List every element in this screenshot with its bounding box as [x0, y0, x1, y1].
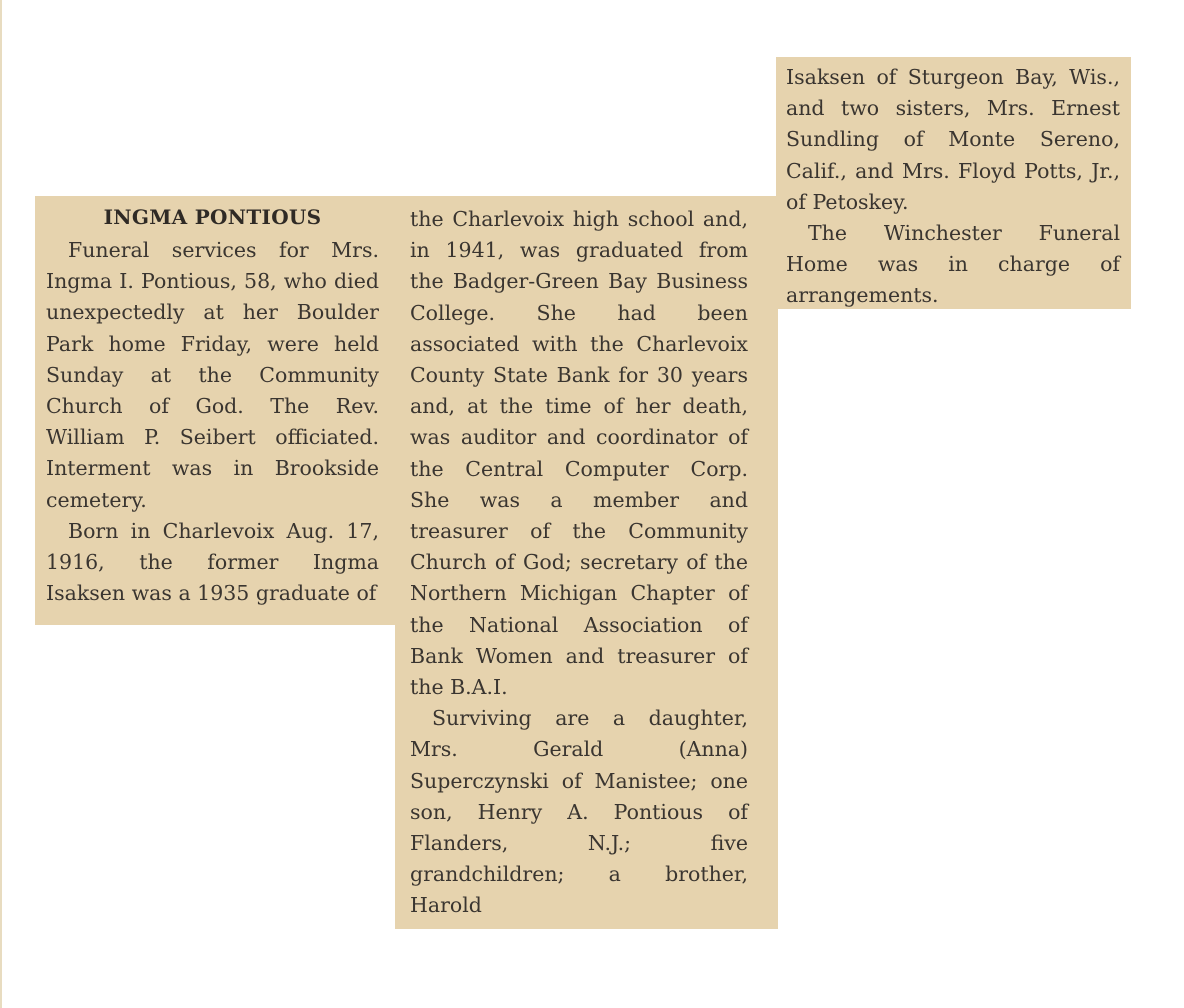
clipping-column-3: [776, 57, 1131, 309]
paragraph-funeral-services: Funeral services for Mrs. Ingma I. Pontious, 58, who died unexpectedly at her Boulder Park home Friday, were held Sunday at the Community Church of God. The Rev. William P. Seibert officiated. Interment was in Brookside cemetery.: [46, 238, 379, 512]
paragraph-siblings: Isaksen of Sturgeon Bay, Wis., and two sisters, Mrs. Ernest Sundling of Monte Sereno, Calif., and Mrs. Floyd Potts, Jr., of Petoskey.: [786, 65, 1120, 214]
clipping-column-1: [35, 196, 397, 625]
paragraph-funeral-home: The Winchester Funeral Home was in charge of arrangements.: [786, 221, 1120, 308]
paragraph-surviving: Surviving are a daughter, Mrs. Gerald (Anna) Superczynski of Manistee; one son, Henry A. Pontious of Flanders, N.J.; five grandchildren; a brother, Harold: [410, 706, 748, 918]
obituary-headline: INGMA PONTIOUS: [103, 205, 322, 229]
clipping-column-2: [395, 196, 778, 929]
scan-edge-line: [0, 0, 2, 1008]
paragraph-born: Born in Charlevoix Aug. 17, 1916, the former Ingma Isaksen was a 1935 graduate of: [46, 518, 379, 606]
paragraph-career: the Charlevoix high school and, in 1941, was graduated from the Badger-Green Bay Business College. She had been associated with the Charlevoix County State Bank for 30 years and, at the time of her death, was auditor and coordinator of the Central Computer Corp. She was a member and treasurer of the Community Church of God; secretary of the Northern Michigan Chapter of the National Association of Bank Women and treasurer of the B.A.I.: [410, 207, 748, 700]
